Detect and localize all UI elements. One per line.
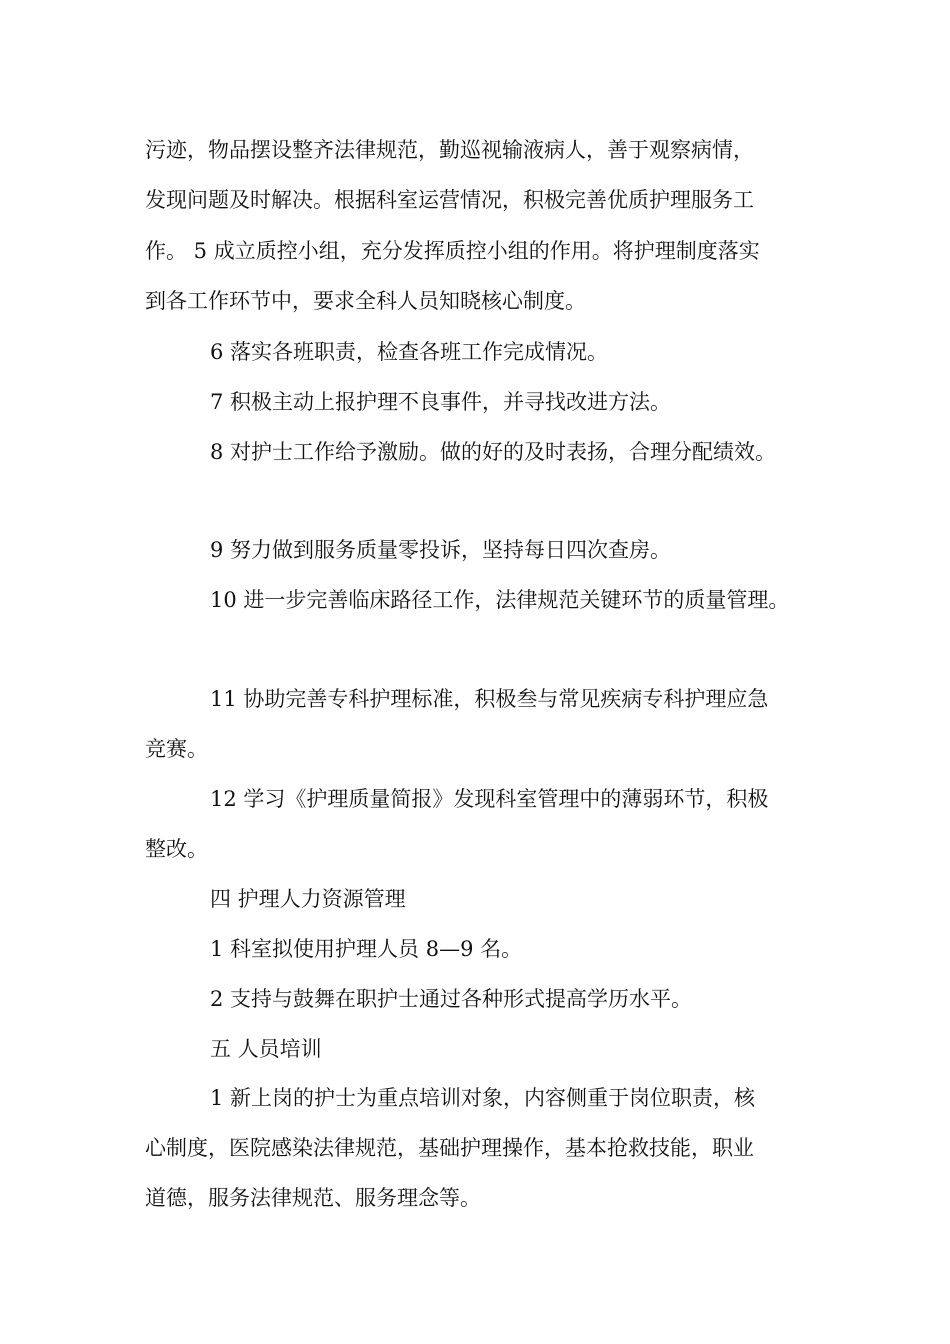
text-line-18: 1 新上岗的护士为重点培训对象，内容侧重于岗位职责，核 [210, 1086, 756, 1110]
text-line-2: 发现问题及时解决。根据科室运营情况，积极完善优质护理服务工 [145, 188, 754, 212]
text-line-6: 7 积极主动上报护理不良事件，并寻找改进方法。 [210, 390, 672, 414]
text-line-13: 整改。 [145, 837, 208, 861]
text-line-16: 2 支持与鼓舞在职护士通过各种形式提高学历水平。 [210, 987, 693, 1011]
text-line-9: 10 进一步完善临床路径工作，法律规范关键环节的质量管理。 [210, 588, 790, 612]
text-line-3: 作。 5 成立质控小组，充分发挥质控小组的作用。将护理制度落实 [145, 239, 760, 263]
text-line-7: 8 对护士工作给予激励。做的好的及时表扬，合理分配绩效。 [210, 440, 777, 464]
text-line-20: 道德，服务法律规范、服务理念等。 [145, 1186, 481, 1210]
text-line-11: 竞赛。 [145, 737, 208, 761]
text-line-1: 污迹，物品摆设整齐法律规范，勤巡视输液病人，善于观察病情， [145, 138, 754, 162]
text-line-4: 到各工作环节中，要求全科人员知晓核心制度。 [145, 289, 586, 313]
section-heading-4: 四 护理人力资源管理 [210, 887, 406, 911]
text-line-19: 心制度，医院感染法律规范，基础护理操作，基本抢救技能，职业 [145, 1136, 754, 1160]
text-line-10: 11 协助完善专科护理标准，积极叁与常见疾病专科护理应急 [210, 687, 769, 711]
text-line-5: 6 落实各班职责，检查各班工作完成情况。 [210, 340, 609, 364]
text-line-8: 9 努力做到服务质量零投诉，坚持每日四次查房。 [210, 538, 672, 562]
text-line-12: 12 学习《护理质量简报》发现科室管理中的薄弱环节，积极 [210, 787, 769, 811]
section-heading-5: 五 人员培训 [210, 1037, 322, 1061]
text-line-15: 1 科室拟使用护理人员 8—9 名。 [210, 937, 523, 961]
